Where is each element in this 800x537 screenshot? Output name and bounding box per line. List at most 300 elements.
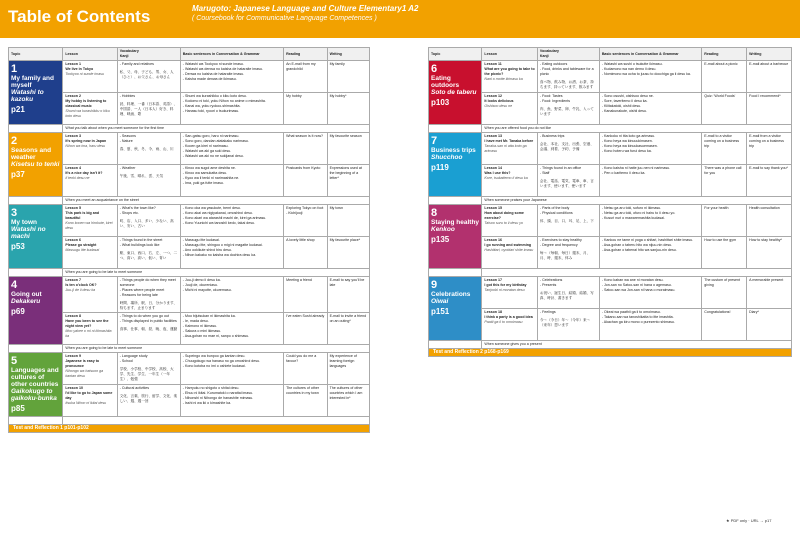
reading-text: The cultures of other countries in my town [286, 386, 320, 395]
topic-romaji: Oiwai [431, 298, 449, 305]
basic-cell [180, 385, 283, 417]
basic-text: - Kono kaban wa ane ni moratan desu. - Jon-san no Satoo-san ni hana o agemasu. - Satoo-san wa Jon-san ni hana o moraimasu. [601, 278, 676, 292]
col-writing: Writing [327, 48, 369, 61]
lesson-romaji: Shumi wa kurashikku o kiku koto desu [65, 109, 110, 118]
table-header [9, 48, 370, 61]
lesson-cell [63, 353, 117, 385]
reading-text: For your health [704, 206, 729, 210]
lesson-number: Lesson 16 [484, 238, 502, 242]
writing-text: E-mail to say you'll be late [329, 278, 365, 287]
kanji-text: 町、店、入口、多い、少ない、高い、安い、古い [119, 219, 174, 228]
vocab-cell [537, 165, 599, 197]
kanji-text: 春、夏、秋、冬、今、雨、山、川 [119, 147, 174, 151]
writing-text: E-mail about a barbecue [749, 62, 789, 66]
topic-page: p37 [11, 170, 25, 179]
lesson-cell [482, 93, 538, 125]
culture-row [9, 197, 370, 205]
writing-text: Diary* [749, 310, 759, 314]
vocab-cell [537, 277, 599, 309]
topic-name: My town [11, 219, 37, 226]
writing-cell [747, 237, 792, 269]
topic-name: Going out [11, 291, 42, 298]
topic-number: 6 [431, 63, 438, 75]
kanji-text: お祝い、誕生日、結婚、結婚、写真、時計、書きます [539, 291, 594, 300]
lesson-romaji: Moo yakee o mi ni ikimashita ka [65, 329, 112, 338]
writing-cell [747, 165, 792, 197]
topic-name: Celebrations [431, 291, 471, 298]
col-kanji: Vocabulary Kanji [537, 48, 599, 61]
basic-cell [180, 353, 283, 385]
lesson-title: Please go straight [65, 243, 97, 247]
vocab-text: - Things found in an office - Staff [539, 166, 582, 175]
writing-text: My favourite season [329, 134, 362, 138]
basic-cell [180, 237, 283, 269]
culture-text [63, 417, 370, 425]
lesson-number: Lesson 18 [484, 310, 502, 314]
lesson-romaji: Oishisoo desu ne [484, 104, 513, 108]
topic-romaji: Dekakeru [11, 298, 41, 305]
vocab-cell [537, 61, 599, 93]
basic-text: - Kankoku ni itta koto ga arimasu. - Kono heya wa kinuuukimasen. - Kono heya wa kinuukasuemasen. - Kono hoteru wa furui desu ka. [601, 134, 658, 153]
topic-page: p69 [11, 307, 25, 316]
vocab-text: - Hobbies [119, 94, 136, 98]
reading-cell [702, 61, 747, 93]
basic-cell [599, 237, 701, 269]
topic-number: 4 [11, 279, 18, 291]
lesson-row [9, 385, 370, 417]
writing-text: My family [329, 62, 345, 66]
vocab-text: - Feelings [539, 310, 556, 314]
header-bar [0, 0, 800, 38]
topic-name: Staying healthy [431, 219, 480, 226]
vocab-text: - Seasons - Nature [119, 134, 136, 143]
writing-text: How to stay healthy* [749, 238, 782, 242]
culture-label: Language and Culture [9, 197, 63, 205]
lesson-romaji: Tanjoobi ni moratan desu [484, 288, 525, 292]
col-basic: Basic sentences in Conversation & Grammar [599, 48, 701, 61]
topic-page: p119 [431, 163, 449, 172]
vocab-cell [537, 237, 599, 269]
lesson-cell [482, 61, 538, 93]
lesson-title: I go running and swimming [484, 243, 532, 247]
reading-text: The custom of present giving [704, 278, 741, 287]
reading-text: E-mail to a visitor coming on a business trip [704, 134, 740, 148]
reading-cell [702, 277, 747, 309]
writing-cell [327, 313, 369, 345]
reading-cell [702, 133, 747, 165]
topic-romaji: Watashi no machi [11, 226, 46, 240]
col-writing: Writing [747, 48, 792, 61]
topic-name: Business trips [431, 147, 476, 154]
basic-text: - Kono kaisha ni hatte juu-nen ni narimasu. - Pen o karitemo ii desu ka. [601, 166, 671, 175]
vocab-text: - Cultural activities [119, 386, 150, 390]
right-page [428, 47, 792, 357]
lesson-romaji: Ii tenki desu ne [65, 176, 90, 180]
lesson-row [429, 133, 792, 165]
basic-cell [180, 165, 283, 197]
lesson-number: Lesson 7 [65, 278, 81, 282]
vocab-text: - Parts of the body - Physical conditions [539, 206, 573, 215]
basic-text: - Shumi wa kurashikku o kiku koto desu. - Kodomo ni toki, yoku Nihon no anime o mimashita. - Kanai wa, yoku ryokoo-shimashita. - Hanasu toki, ryoori o tsukurimasu. [182, 94, 266, 113]
culture-row [9, 345, 370, 353]
writing-cell [327, 277, 369, 313]
writing-cell [327, 353, 369, 385]
vocab-cell [117, 133, 180, 165]
kanji-text: 肉、魚、野菜、卵、牛乳、入っています [539, 107, 594, 116]
lesson-number: Lesson 4 [65, 166, 81, 170]
basic-text: - Kinoo wa sugoi ame deshita ne. - Kinoo wa samukatta desu. - Kyoo wa ii tenki ni narimashita ne. - Ima, yuki ga futte imasu. [182, 166, 240, 185]
lesson-cell [63, 313, 117, 345]
writing-text: Expressions used at the beginning of a letter* [329, 166, 362, 180]
topic-cell [429, 133, 482, 197]
reading-text: Congratulations! [704, 310, 731, 314]
vocab-text: - Eating outdoors - Food, drinks and tableware for a picnic [539, 62, 594, 76]
vocab-cell [117, 165, 180, 197]
basic-cell [180, 93, 283, 125]
culture-text: When someone praises your Japanese [482, 197, 792, 205]
lesson-title: How about doing some exercise? [484, 211, 524, 220]
vocab-cell [117, 61, 180, 93]
vocab-cell [117, 93, 180, 125]
writing-text: My favourite place* [329, 238, 361, 242]
basic-text: - Watashi wa Tookyoo ni sunde imasu. - Watashi wa denwa no kaisha de hataraite imasu. - Denwa no kaisha de hataraite imasu. - Kaisha made denwa de ikimasu. [182, 62, 263, 81]
reading-cell [702, 309, 747, 341]
topic-cell [9, 277, 63, 345]
lesson-title: I think a party is a good idea [484, 315, 533, 319]
lesson-cell [63, 165, 117, 197]
basic-cell [599, 61, 701, 93]
kanji-text: 読、料理、一番（日本語、英語）、中国語、ー人（日本人）好き、料理、映画、歌 [119, 102, 178, 116]
lesson-row [9, 93, 370, 125]
lesson-row [429, 205, 792, 237]
footnote: ★ PDF only · URL → p17 [726, 518, 772, 523]
writing-text: The cultures of other countries which I am interested in* [329, 386, 363, 400]
lesson-number: Lesson 1 [65, 62, 81, 66]
lesson-romaji: Nihon wa ima, haru desu [65, 144, 106, 148]
writing-cell [747, 205, 792, 237]
vocab-cell [117, 205, 180, 237]
topic-page: p103 [431, 98, 450, 107]
vocab-text: - Celebrations - Presents [539, 278, 563, 287]
vocab-cell [537, 133, 599, 165]
lesson-row [9, 277, 370, 313]
writing-cell [747, 309, 792, 341]
lesson-romaji: Massugu itte kudasai [65, 248, 100, 252]
lesson-title: It's spring now in Japan [65, 139, 107, 143]
reading-text: A lovely little shop [286, 238, 315, 242]
vocab-cell [117, 237, 180, 269]
lesson-row [429, 237, 792, 269]
basic-cell [180, 133, 283, 165]
topic-page: p151 [431, 307, 450, 316]
lesson-number: Lesson 6 [65, 238, 81, 242]
culture-label: Language and Culture [9, 345, 63, 353]
reading-cell [284, 313, 327, 345]
lesson-number: Lesson 13 [484, 134, 502, 138]
reading-text: What season is it now? [286, 134, 324, 138]
contents-table-right [428, 47, 792, 357]
topic-number: 1 [11, 63, 18, 75]
culture-text: When you meet an acquaintance on the street [63, 197, 370, 205]
topic-number: 2 [11, 135, 18, 147]
col-topic: Topic [9, 48, 63, 61]
reading-cell [284, 353, 327, 385]
basic-cell [180, 61, 283, 93]
culture-text: When someone gives you a present [482, 341, 792, 349]
reading-text: An E-mail from my grandchild [286, 62, 316, 71]
lesson-cell [63, 237, 117, 269]
culture-text: When you are offered food you do not like [482, 125, 792, 133]
writing-text: Food I recommend* [749, 94, 781, 98]
lesson-romaji: Taisoo suru to ii desu yo [484, 221, 523, 225]
basic-cell [180, 277, 283, 313]
lesson-number: Lesson 8 [65, 314, 81, 318]
topic-romaji: Kenkoo [431, 226, 455, 233]
vocab-text: - Business trips [539, 134, 565, 138]
reading-text: Quiz: 'World Foods' [704, 94, 736, 98]
basic-text: - San-gatsu goro, haru ni narimasu. - Sono goro, dandan atatakaku narimasu. - Kooen ga kirei ni narimasu. - Watashi wa aki ga suki desu. - Watashi wa aki no ne sukijanai desu. [182, 134, 249, 158]
lesson-title: It's a nice day isn't it? [65, 171, 103, 175]
test-row [429, 349, 792, 357]
vocab-text: - Weather [119, 166, 136, 170]
kanji-text: 駅、東口、西口、右、左、一つ、二つ、高い、高い、低い、青い [119, 251, 178, 260]
writing-cell [747, 93, 792, 125]
lesson-cell [482, 309, 538, 341]
lesson-number: Lesson 14 [484, 166, 502, 170]
culture-label: Language and Culture [9, 125, 63, 133]
test-row [9, 425, 370, 433]
reading-text: There was a phone call for you [704, 166, 742, 175]
reading-cell [284, 385, 327, 417]
vocab-text: - Things to do when you go out - Things displayed in public facilities [119, 314, 177, 323]
lesson-row [429, 61, 792, 93]
kanji-text: 体、頭、目、口、耳、足、上、下 [539, 219, 594, 223]
lesson-romaji: Kore, tsukattemo ii desu ka [484, 176, 528, 180]
writing-cell [327, 133, 369, 165]
lesson-row [429, 309, 792, 341]
writing-cell [747, 277, 792, 309]
lesson-row [9, 205, 370, 237]
reading-cell [284, 237, 327, 269]
reading-text: E-mail about a picnic [704, 62, 738, 66]
writing-text: E-mail to say thank you* [749, 166, 788, 170]
vocab-cell [537, 93, 599, 125]
lesson-number: Lesson 5 [65, 206, 81, 210]
topic-cell [9, 61, 63, 125]
col-lesson: Lesson [482, 48, 538, 61]
lesson-row [9, 313, 370, 345]
lesson-number: Lesson 17 [484, 278, 502, 282]
lesson-row [9, 133, 370, 165]
culture-label: Language and Culture [9, 417, 63, 425]
lesson-title: I got this for my birthday [484, 283, 527, 287]
vocab-text: - Things people do when they meet someone - Places where people meet - Reasons for being late [119, 278, 176, 297]
writing-cell [327, 205, 369, 237]
topic-romaji: Soto de taberu [431, 89, 477, 96]
lesson-cell [63, 385, 117, 417]
basic-text: - Massugu itte kudasai. - Massugu itte, shingoo o migi ni magatte kudasai. - Ano ookikute shiroi biru desu. - Nihon kakaku no kaisha wa dochira desu ka. [182, 238, 263, 257]
lesson-title: We live in Tokyo [65, 67, 94, 71]
lesson-romaji: Juu-ji de ii desu ka [65, 288, 96, 292]
basic-text: - Moo bijutsukan ni ikimashita ka. - Ie, mada desu. - Kaimono ni ikimasu. - Sakura o mini ikimasu. - Asa-gohan no mae ni, sanpo o shimasu. [182, 314, 250, 338]
writing-text: E-mail to invite a friend on an outing* [329, 314, 367, 323]
reading-cell [702, 93, 747, 125]
writing-cell [747, 133, 792, 165]
vocab-cell [537, 309, 599, 341]
culture-label: Language and Culture [9, 269, 63, 277]
culture-row [9, 269, 370, 277]
lesson-row [429, 93, 792, 125]
lesson-cell [482, 165, 538, 197]
basic-text: - Juu-ji demo ii desu ka. - Juuji de, okureniasu. - Michi ni mayotte, okuremasu. [182, 278, 232, 292]
basic-cell [599, 277, 701, 309]
topic-romaji: Shucchoo [431, 154, 463, 161]
lesson-title: It looks delicious [484, 99, 514, 103]
topic-cell [429, 205, 482, 269]
lesson-romaji: Nani o motte ikimasu ka [484, 77, 523, 81]
contents-table-left [8, 47, 370, 433]
culture-row [429, 197, 792, 205]
topic-romaji: Kisetsu to tenki [11, 161, 60, 168]
topic-page: p135 [431, 235, 450, 244]
lesson-romaji: Tanaka-san ni atta koto ga arimasu [484, 144, 527, 153]
writing-cell [747, 61, 792, 93]
vocab-text: - Language study - School [119, 354, 148, 363]
culture-text: When you are going to be late to meet someone [63, 269, 370, 277]
culture-label: Language and Culture [429, 197, 482, 205]
vocab-text: - Things found in the street - What buildings look like [119, 238, 163, 247]
reading-cell [284, 61, 327, 93]
kanji-text: 学校、小学校、中学校、高校、大学、先生、学生、一年生（一年生）、勉強 [119, 367, 174, 381]
test-reflection: Test and Reflection 1 p101-p102 [9, 425, 370, 433]
lesson-number: Lesson 11 [484, 62, 502, 66]
lesson-cell [63, 93, 117, 125]
reading-text: Could you do me a favour? [286, 354, 317, 363]
topic-cell [9, 205, 63, 269]
topic-number: 7 [431, 135, 438, 147]
basic-cell [599, 93, 701, 125]
kanji-text: 食事、仕事、朝、昼、晩、夜、運動 [119, 327, 178, 331]
basic-cell [180, 313, 283, 345]
kanji-text: 午後、雪、晴れ、雲、天気 [119, 174, 164, 178]
topic-page: p85 [11, 404, 25, 413]
topic-name: Languages and cultures of other countries [11, 367, 59, 388]
col-basic: Basic sentences in Conversation & Grammar [180, 48, 283, 61]
lesson-romaji: Itsuka Nihon ni ikitai desu [65, 401, 107, 405]
topic-cell [9, 133, 63, 197]
lesson-romaji: Nihongo wa hatsuon ga kantan desu [65, 369, 104, 378]
writing-cell [327, 93, 369, 125]
book-subtitle: ( Coursebook for Communicative Language Competences ) [192, 15, 377, 22]
table-header [429, 48, 792, 61]
reading-cell [284, 93, 327, 125]
lesson-number: Lesson 12 [484, 94, 502, 98]
lesson-romaji: Tookyoo ni sunde imasu [65, 72, 104, 76]
topic-number: 5 [11, 355, 18, 367]
topic-number: 9 [431, 279, 438, 291]
reading-text: Postcards from Kyoto [286, 166, 321, 170]
culture-label: Language and Culture [429, 125, 482, 133]
lesson-romaji: Hashittari, oyoidari shite imasu [484, 248, 534, 252]
culture-label: Language and Culture [429, 341, 482, 349]
basic-cell [599, 165, 701, 197]
kanji-text: 今～（今日）年～（今年）来～（来年）思います [539, 318, 591, 327]
kanji-text: 私、父、母、子ども、男、女、人（ひと）、お父さん、お母さん [119, 70, 174, 79]
writing-cell [327, 165, 369, 197]
topic-page: p53 [11, 242, 25, 251]
vocab-cell [117, 385, 180, 417]
culture-text: What you talk about when you meet someone for the first time [63, 125, 370, 133]
basic-cell [599, 309, 701, 341]
lesson-cell [63, 277, 117, 313]
lesson-cell [482, 277, 538, 309]
culture-row [429, 341, 792, 349]
topic-name: Seasons and weather [11, 147, 52, 161]
kanji-text: 食べ物、飲み物、お酒、お茶、持ちます、持っています、飲みます [539, 80, 594, 89]
book-title: Marugoto: Japanese Language and Culture Elementary1 A2 [192, 4, 419, 13]
lesson-title: Was I use this? [484, 171, 511, 175]
reading-text: I've eaten Sushi already [286, 314, 325, 318]
topic-cell [9, 353, 63, 417]
lesson-row [429, 165, 792, 197]
basic-cell [599, 133, 701, 165]
col-topic: Topic [429, 48, 482, 61]
col-reading: Reading [702, 48, 747, 61]
lesson-row [9, 61, 370, 93]
basic-text: - Okeai wa paathii ga ii to omoimasu. - Takano-san wa tanoshikatta to itte imashita. - Akachan ga kiru mono o purezento shimasu. [601, 310, 675, 324]
lesson-cell [482, 205, 538, 237]
vocab-cell [117, 353, 180, 385]
writing-text: Health consultation [749, 206, 780, 210]
culture-text: When you are going to be late to meet someone [63, 345, 370, 353]
reading-cell [284, 277, 327, 313]
kanji-text: 会社、電話、電気、電車、車、言います、使います、使います [539, 179, 594, 188]
topic-number: 8 [431, 207, 438, 219]
lesson-romaji: Kono kooen wa hirokute, kirei desu [65, 221, 113, 230]
topic-name: Eating outdoors [431, 75, 460, 89]
lesson-row [9, 165, 370, 197]
kanji-text: 毎～（毎朝、毎日）週末、月、月、時、週末、休み [539, 251, 591, 260]
reading-cell [702, 205, 747, 237]
col-kanji: Vocabulary Kanji [117, 48, 180, 61]
lesson-number: Lesson 9 [65, 354, 81, 358]
reading-cell [702, 165, 747, 197]
lesson-row [429, 277, 792, 309]
col-lesson: Lesson [63, 48, 117, 61]
lesson-title: This park is big and beautiful [65, 211, 100, 220]
basic-text: - Supeingo wa bunpoo ga kantan desu. - Chuugokugo wa hanasu no ga omoshiroi desu. - Kono kotoba no imi o oshiete kudasai. [182, 354, 261, 368]
basic-cell [180, 205, 283, 237]
basic-text: - Netsu ga aru toki, sofuro ni ikimasu. - Netsu ga aru toki, ofuro ni hairu to ii desu yo. - Kusuri nuri o mawaremashita kudasai. [601, 206, 676, 220]
culture-row [429, 269, 792, 277]
culture-label: Language and Culture [429, 269, 482, 277]
kanji-text: 会社、本社、支社、出張、空港、会議、到着、予約、予備 [539, 142, 594, 151]
vocab-text: - Food: Tastes - Food: Ingredients [539, 94, 571, 103]
topic-romaji: Gaikokugo to gaikoku-bunka [11, 388, 57, 402]
reading-text: How to use the gym [704, 238, 737, 242]
culture-text [482, 269, 792, 277]
page-title: Table of Contents [8, 7, 151, 26]
lesson-title: Is ten o'clock OK? [65, 283, 97, 287]
vocab-text: - What's the town like? - Shops etc. [119, 206, 156, 215]
lesson-romaji: Paatii ga ii to omoimasu [484, 320, 523, 324]
culture-row [9, 417, 370, 425]
reading-text: My hobby [286, 94, 302, 98]
vocab-cell [537, 205, 599, 237]
lesson-number: Lesson 2 [65, 94, 81, 98]
reading-cell [284, 133, 327, 165]
lesson-cell [63, 61, 117, 93]
